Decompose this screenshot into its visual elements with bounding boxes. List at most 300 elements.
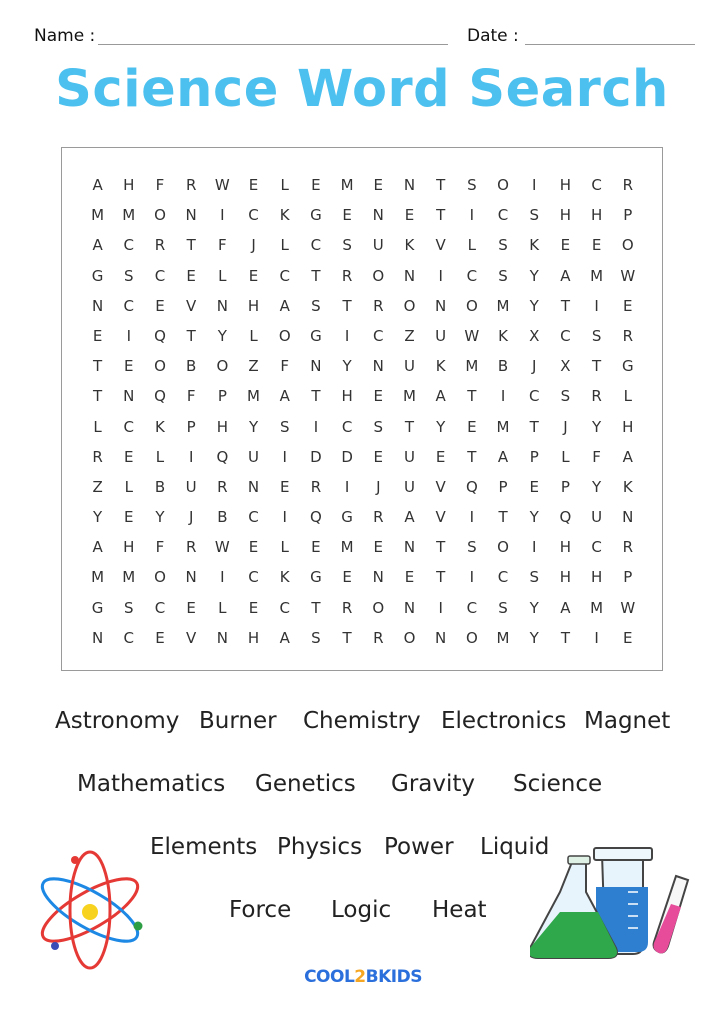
grid-letter[interactable]: Y [529,296,539,315]
grid-letter[interactable]: U [403,357,415,376]
grid-letter[interactable]: E [248,266,259,285]
grid-letter[interactable]: H [590,206,603,225]
grid-letter[interactable]: V [435,477,446,496]
grid-letter[interactable]: S [529,568,539,587]
grid-letter[interactable]: T [529,417,539,436]
grid-letter[interactable]: W [620,598,636,617]
grid-letter[interactable]: K [498,326,508,345]
grid-letter[interactable]: T [311,266,321,285]
grid-letter[interactable]: M [340,176,354,194]
grid-letter[interactable]: S [124,266,134,285]
grid-letter[interactable]: E [279,477,290,496]
grid-letter[interactable]: D [310,447,322,466]
grid-letter[interactable]: M [496,417,510,436]
grid-letter[interactable]: Q [154,326,166,345]
grid-letter[interactable]: I [532,538,537,557]
grid-letter[interactable]: R [185,538,197,557]
grid-letter[interactable]: T [436,176,446,194]
grid-letter[interactable]: E [467,417,477,436]
word-item: Burner [199,708,277,734]
grid-letter[interactable]: A [92,538,103,557]
grid-letter[interactable]: N [435,628,447,647]
grid-letter[interactable]: K [155,417,165,436]
grid-letter[interactable]: K [435,357,446,376]
grid-letter[interactable]: U [185,477,197,496]
grid-letter[interactable]: K [529,236,540,255]
grid-letter[interactable]: N [91,628,104,647]
grid-letter[interactable]: S [498,266,508,285]
grid-letter[interactable]: J [532,357,537,376]
grid-letter[interactable]: Y [217,326,227,345]
word-item: Magnet [584,708,671,734]
grid-letter[interactable]: A [279,387,290,406]
grid-letter[interactable]: E [248,598,259,617]
grid-letter[interactable]: C [497,568,509,587]
grid-letter[interactable]: T [560,296,570,315]
grid-letter[interactable]: W [620,266,636,285]
grid-letter[interactable]: G [310,206,322,225]
grid-letter[interactable]: Y [93,508,103,527]
grid-letter[interactable]: P [560,477,570,496]
grid-letter[interactable]: P [217,387,227,406]
grid-letter[interactable]: H [123,176,135,194]
grid-letter[interactable]: I [282,508,287,527]
grid-letter[interactable]: E [623,628,633,647]
grid-letter[interactable]: L [280,236,289,255]
grid-letter[interactable]: Y [529,598,539,617]
word-search-grid-box [61,147,663,671]
grid-letter[interactable]: Q [465,477,478,496]
grid-letter[interactable]: K [622,477,633,496]
grid-letter[interactable]: R [622,326,633,345]
grid-letter[interactable]: N [372,357,384,376]
grid-letter[interactable]: Y [529,266,539,285]
grid-letter[interactable]: M [402,387,416,406]
grid-letter[interactable]: E [342,206,352,225]
grid-letter[interactable]: P [623,206,633,225]
grid-letter[interactable]: X [560,357,571,376]
grid-letter[interactable]: O [216,357,229,376]
grid-letter[interactable]: M [122,206,136,225]
grid-letter[interactable]: J [376,477,381,496]
grid-letter[interactable]: M [465,357,479,376]
grid-letter[interactable]: T [186,236,196,255]
grid-letter[interactable]: T [560,628,570,647]
grid-letter[interactable]: F [218,236,227,255]
logo-text-bkids: BKIDS [365,967,422,987]
grid-letter[interactable]: S [279,417,290,436]
grid-letter[interactable]: A [279,296,290,315]
grid-letter[interactable]: E [373,538,384,557]
grid-letter[interactable]: T [436,206,446,225]
grid-letter[interactable]: B [497,357,509,376]
grid-letter[interactable]: E [560,236,571,255]
grid-letter[interactable]: C [591,538,602,557]
grid-letter[interactable]: C [123,236,135,255]
grid-letter[interactable]: O [372,266,385,285]
grid-letter[interactable]: E [248,176,259,194]
grid-letter[interactable]: C [248,568,259,587]
grid-letter[interactable]: I [594,296,599,315]
grid-letter[interactable]: H [123,538,135,557]
grid-letter[interactable]: E [435,447,446,466]
grid-letter[interactable]: I [500,387,506,406]
grid-letter[interactable]: Y [436,417,446,436]
grid-letter[interactable]: T [93,387,103,406]
grid-letter[interactable]: T [93,357,103,376]
grid-letter[interactable]: W [214,176,230,194]
grid-letter[interactable]: L [280,538,289,557]
grid-letter[interactable]: T [342,296,352,315]
grid-letter[interactable]: O [465,628,478,647]
grid-letter[interactable]: U [403,447,415,466]
grid-letter[interactable]: N [622,508,634,527]
grid-letter[interactable]: R [185,176,197,194]
grid-letter[interactable]: T [467,387,477,406]
grid-letter[interactable]: E [248,538,259,557]
grid-letter[interactable]: H [247,296,260,315]
grid-letter[interactable]: V [186,296,197,315]
grid-letter[interactable]: L [467,236,477,255]
grid-letter[interactable]: V [435,236,446,255]
grid-letter[interactable]: N [216,296,228,315]
grid-letter[interactable]: L [280,176,289,194]
grid-letter[interactable]: M [91,206,105,225]
grid-letter[interactable]: E [623,296,633,315]
grid-letter[interactable]: C [123,417,135,436]
grid-letter[interactable]: U [248,447,260,466]
grid-letter[interactable]: M [91,568,105,587]
grid-letter[interactable]: I [438,598,443,617]
grid-letter[interactable]: F [155,538,165,557]
grid-letter[interactable]: P [623,568,633,587]
grid-letter[interactable]: I [282,447,287,466]
grid-letter[interactable]: F [155,176,165,194]
grid-letter[interactable]: D [341,447,353,466]
grid-letter[interactable]: U [403,477,415,496]
grid-letter[interactable]: E [404,206,415,225]
grid-letter[interactable]: L [249,326,258,345]
grid-letter[interactable]: H [247,628,260,647]
grid-letter[interactable]: P [498,477,508,496]
grid-letter[interactable]: O [154,206,166,225]
grid-letter[interactable]: E [124,508,134,527]
grid-letter[interactable]: C [466,266,478,285]
grid-letter[interactable]: S [124,598,134,617]
grid-letter[interactable]: T [498,508,508,527]
grid-letter[interactable]: R [341,266,353,285]
grid-letter[interactable]: N [310,357,322,376]
grid-letter[interactable]: O [154,357,166,376]
grid-letter[interactable]: B [217,508,228,527]
grid-letter[interactable]: N [247,477,260,496]
grid-letter[interactable]: C [154,598,166,617]
grid-letter[interactable]: H [559,176,572,194]
grid-letter[interactable]: N [372,206,384,225]
grid-letter[interactable]: N [435,296,447,315]
grid-letter[interactable]: Q [216,447,229,466]
grid-letter[interactable]: R [92,447,103,466]
grid-letter[interactable]: T [342,628,352,647]
grid-letter[interactable]: H [216,417,228,436]
grid-letter[interactable]: M [590,598,604,617]
word-list-row-2 [0,771,724,805]
grid-letter[interactable]: L [124,477,133,496]
grid-letter[interactable]: E [311,538,321,557]
grid-letter[interactable]: M [122,568,136,587]
grid-letter[interactable]: P [529,447,539,466]
grid-letter[interactable]: N [216,628,228,647]
grid-letter[interactable]: R [217,477,228,496]
grid-letter[interactable]: E [311,176,321,194]
grid-letter[interactable]: H [559,206,572,225]
grid-letter[interactable]: J [563,417,568,436]
grid-letter[interactable]: L [155,447,165,466]
grid-letter[interactable]: T [467,447,477,466]
name-label: Name : [34,26,96,46]
grid-letter[interactable]: Y [592,477,602,496]
grid-letter[interactable]: K [404,236,415,255]
grid-letter[interactable]: O [403,296,416,315]
grid-letter[interactable]: O [154,568,166,587]
grid-letter[interactable]: A [435,387,446,406]
grid-letter[interactable]: Y [248,417,259,436]
grid-letter[interactable]: C [497,206,509,225]
grid-letter[interactable]: Y [592,417,602,436]
grid-letter[interactable]: C [528,387,540,406]
grid-letter[interactable]: G [91,598,104,617]
grid-letter[interactable]: G [621,357,634,376]
grid-letter[interactable]: M [496,296,510,315]
grid-letter[interactable]: I [594,628,599,647]
grid-letter[interactable]: N [372,568,384,587]
grid-letter[interactable]: G [310,326,322,345]
grid-letter[interactable]: N [403,266,416,285]
grid-letter[interactable]: C [560,326,571,345]
grid-letter[interactable]: C [466,598,478,617]
grid-letter[interactable]: A [560,598,571,617]
grid-letter[interactable]: B [154,477,166,496]
grid-letter[interactable]: O [497,538,509,557]
grid-letter[interactable]: T [404,417,415,436]
grid-letter[interactable]: I [313,417,319,436]
grid-letter[interactable]: E [155,296,165,315]
grid-letter[interactable]: T [436,568,446,587]
grid-letter[interactable]: X [529,326,540,345]
grid-letter[interactable]: J [188,508,194,527]
grid-letter[interactable]: O [621,236,634,255]
grid-letter[interactable]: I [438,266,443,285]
grid-letter[interactable]: O [372,598,385,617]
grid-letter[interactable]: L [93,417,102,436]
grid-letter[interactable]: F [186,387,196,406]
grid-letter[interactable]: L [218,598,227,617]
grid-letter[interactable]: Z [404,326,415,345]
grid-letter[interactable]: Z [92,477,103,496]
grid-letter[interactable]: S [498,236,508,255]
grid-letter[interactable]: I [220,568,225,587]
grid-letter[interactable]: T [436,538,446,557]
grid-letter[interactable]: E [124,357,134,376]
grid-letter[interactable]: G [341,508,353,527]
grid-letter[interactable]: M [590,266,604,285]
grid-letter[interactable]: C [591,176,602,194]
grid-letter[interactable]: C [310,236,322,255]
grid-letter[interactable]: G [310,568,322,587]
grid-letter[interactable]: A [404,508,415,527]
grid-letter[interactable]: I [188,447,194,466]
grid-letter[interactable]: I [469,206,475,225]
grid-letter[interactable]: E [591,236,602,255]
grid-letter[interactable]: T [311,387,321,406]
grid-letter[interactable]: T [592,357,602,376]
name-field[interactable] [98,44,448,45]
grid-letter[interactable]: O [403,628,416,647]
date-label: Date : [467,26,519,46]
grid-letter[interactable]: I [469,508,475,527]
grid-letter[interactable]: E [373,447,384,466]
grid-letter[interactable]: C [373,326,384,345]
grid-letter[interactable]: E [186,266,196,285]
grid-letter[interactable]: Q [310,508,322,527]
grid-letter[interactable]: N [185,568,197,587]
grid-letter[interactable]: N [123,387,135,406]
grid-letter[interactable]: Y [155,508,165,527]
grid-letter[interactable]: K [279,568,290,587]
grid-letter[interactable]: R [622,176,633,194]
grid-letter[interactable]: R [310,477,322,496]
grid-letter[interactable]: E [342,568,352,587]
grid-letter[interactable]: E [373,387,384,406]
grid-letter[interactable]: R [341,598,353,617]
grid-letter[interactable]: E [92,326,103,345]
grid-letter[interactable]: T [311,598,321,617]
grid-letter[interactable]: E [404,568,415,587]
grid-letter[interactable]: K [279,206,290,225]
grid-letter[interactable]: F [592,447,601,466]
grid-letter[interactable]: S [467,176,477,194]
grid-letter[interactable]: O [465,296,478,315]
grid-letter[interactable]: Y [342,357,352,376]
grid-letter[interactable]: Y [529,628,539,647]
grid-letter[interactable]: L [623,387,632,406]
grid-letter[interactable]: R [373,508,384,527]
grid-letter[interactable]: C [123,628,135,647]
grid-letter[interactable]: C [279,266,290,285]
grid-letter[interactable]: G [91,266,104,285]
date-field[interactable] [525,44,695,45]
grid-letter[interactable]: Q [154,387,166,406]
grid-letter[interactable]: H [341,387,353,406]
grid-letter[interactable]: A [622,447,633,466]
grid-letter[interactable]: S [467,538,477,557]
grid-letter[interactable]: A [560,266,571,285]
grid-letter[interactable]: S [560,387,571,406]
grid-letter[interactable]: S [591,326,602,345]
grid-letter[interactable]: H [559,538,572,557]
grid-letter[interactable]: I [220,206,225,225]
grid-letter[interactable]: E [373,176,384,194]
grid-letter[interactable]: M [496,628,510,647]
grid-letter[interactable]: A [497,447,509,466]
grid-letter[interactable]: E [529,477,539,496]
grid-letter[interactable]: M [247,387,260,406]
grid-letter[interactable]: S [311,296,321,315]
grid-letter[interactable]: F [280,357,290,376]
grid-letter[interactable]: N [403,538,416,557]
grid-letter[interactable]: N [185,206,197,225]
grid-letter[interactable]: C [248,206,259,225]
grid-letter[interactable]: I [344,477,350,496]
word-item: Heat [432,897,487,923]
grid-letter[interactable]: E [186,598,196,617]
grid-letter[interactable]: R [154,236,166,255]
grid-letter[interactable]: I [532,176,537,194]
grid-letter[interactable]: S [373,417,384,436]
grid-letter[interactable]: Q [559,508,572,527]
grid-letter[interactable]: V [186,628,197,647]
grid-letter[interactable]: T [186,326,196,345]
grid-letter[interactable]: S [498,598,508,617]
grid-letter[interactable]: V [435,508,446,527]
grid-letter[interactable]: S [311,628,321,647]
grid-letter[interactable]: B [186,357,197,376]
grid-letter[interactable]: E [124,447,134,466]
grid-letter[interactable]: A [92,236,103,255]
grid-letter[interactable]: C [279,598,290,617]
grid-letter[interactable]: N [403,176,416,194]
grid-letter[interactable]: O [497,176,509,194]
grid-letter[interactable]: O [278,326,291,345]
grid-letter[interactable]: S [342,236,352,255]
grid-letter[interactable]: W [464,326,480,345]
grid-letter[interactable]: H [622,417,634,436]
grid-letter[interactable]: H [559,568,572,587]
grid-letter[interactable]: C [123,296,135,315]
grid-letter[interactable]: L [218,266,227,285]
grid-letter[interactable]: U [435,326,447,345]
grid-letter[interactable]: R [622,538,633,557]
grid-letter[interactable]: C [341,417,353,436]
grid-letter[interactable]: I [126,326,131,345]
grid-letter[interactable]: R [373,628,384,647]
grid-letter[interactable]: I [469,568,475,587]
letter-grid [82,170,643,653]
grid-letter[interactable]: M [340,538,354,557]
grid-letter[interactable]: S [529,206,539,225]
grid-letter[interactable]: L [561,447,570,466]
grid-letter[interactable]: A [279,628,290,647]
grid-letter[interactable]: N [403,598,416,617]
grid-letter[interactable]: R [591,387,602,406]
grid-letter[interactable]: J [251,236,256,255]
grid-letter[interactable]: N [91,296,104,315]
grid-letter[interactable]: U [591,508,603,527]
grid-letter[interactable]: R [373,296,384,315]
grid-letter[interactable]: A [92,176,103,194]
grid-letter[interactable]: Z [248,357,259,376]
grid-letter[interactable]: P [186,417,196,436]
grid-letter[interactable]: H [590,568,603,587]
grid-letter[interactable]: C [154,266,166,285]
grid-letter[interactable]: E [155,628,165,647]
word-item: Astronomy [55,708,180,734]
grid-letter[interactable]: C [248,508,259,527]
grid-letter[interactable]: I [344,326,350,345]
grid-letter[interactable]: Y [529,508,539,527]
grid-letter[interactable]: U [372,236,384,255]
grid-letter[interactable]: W [214,538,230,557]
